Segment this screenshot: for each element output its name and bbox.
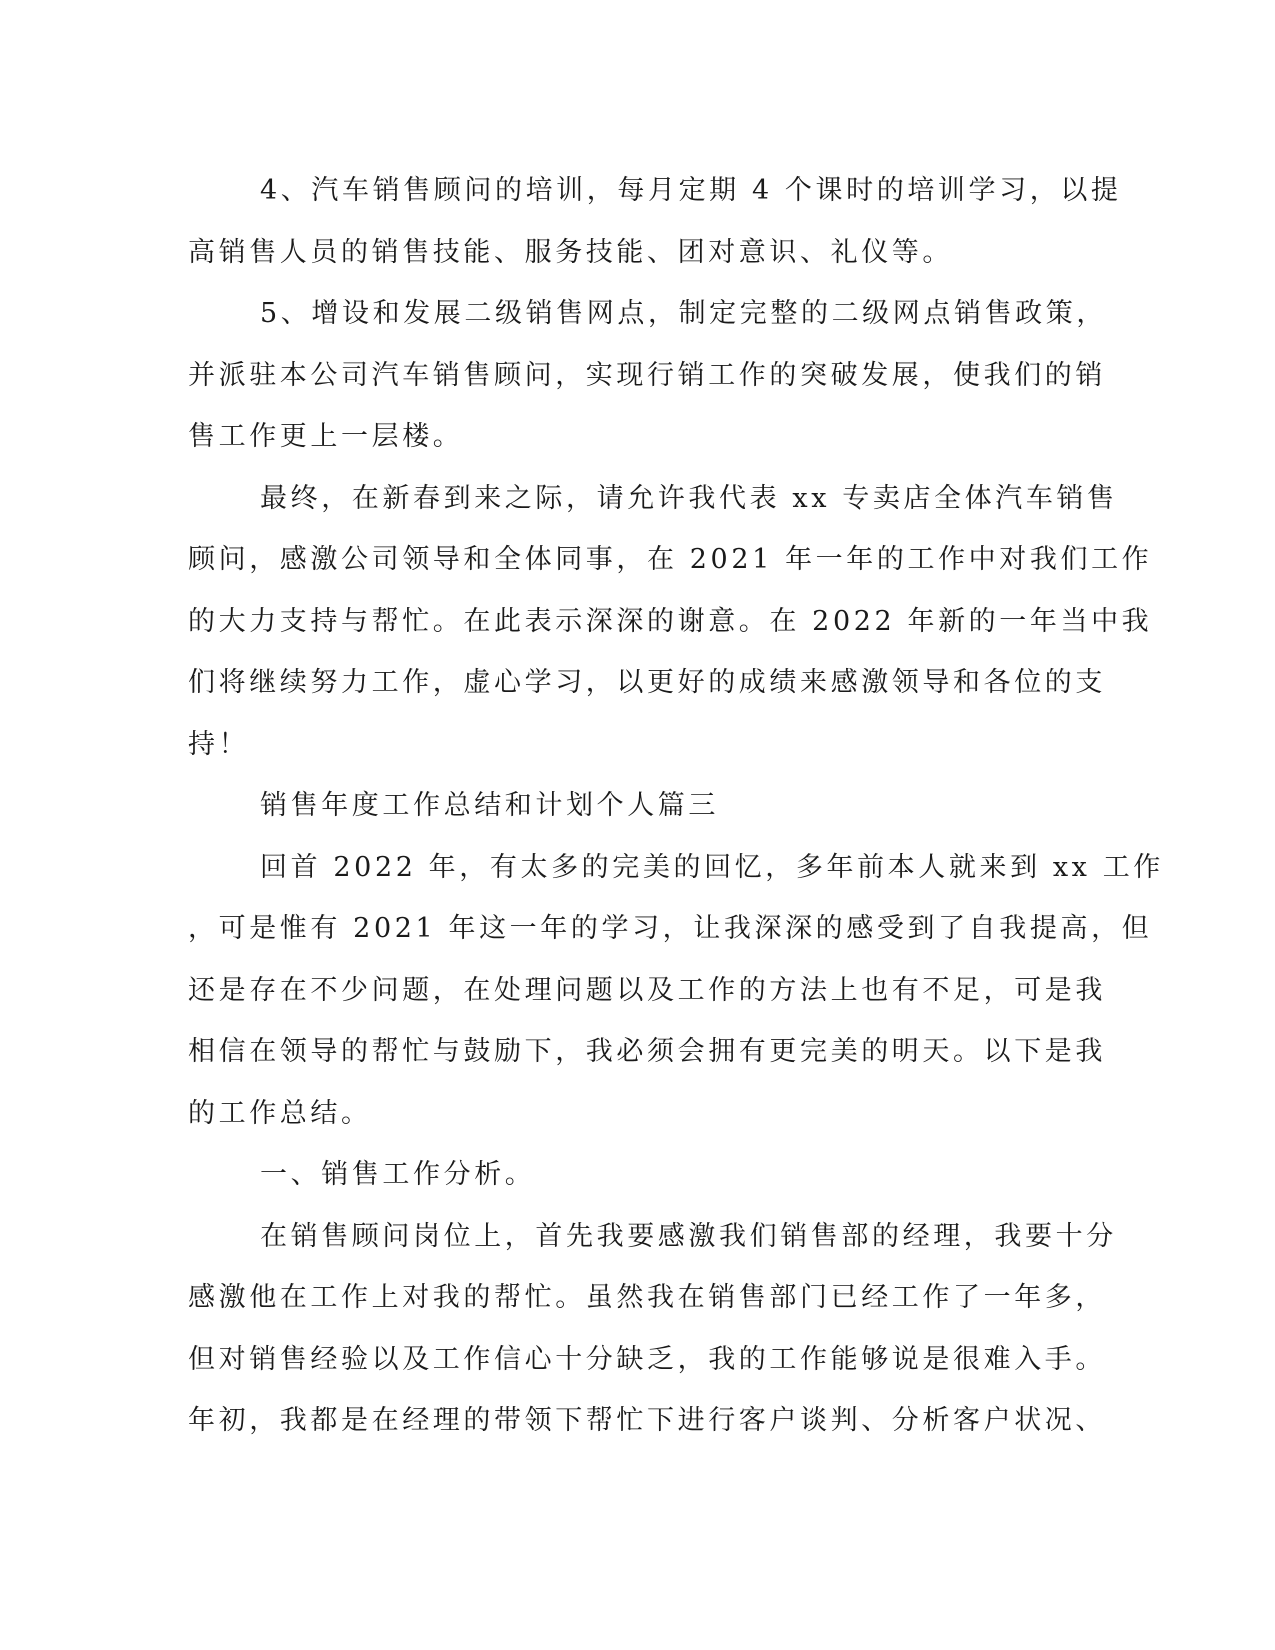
section-heading: 一、销售工作分析。 bbox=[260, 1159, 536, 1190]
text-line: 回首 2022 年，有太多的完美的回忆，多年前本人就来到 xx 工作 bbox=[260, 851, 1164, 883]
text-line: 5、增设和发展二级销售网点，制定完整的二级网点销售政策， bbox=[260, 298, 1107, 329]
text-line: 感激他在工作上对我的帮忙。虽然我在销售部门已经工作了一年多， bbox=[188, 1282, 1106, 1313]
text-line: 们将继续努力工作，虚心学习，以更好的成绩来感激领导和各位的支 bbox=[188, 667, 1106, 698]
text-line: 顾问，感激公司领导和全体同事，在 2021 年一年的工作中对我们工作 bbox=[188, 544, 1153, 575]
text-line: 售工作更上一层楼。 bbox=[188, 421, 464, 452]
text-line: ，可是惟有 2021 年这一年的学习，让我深深的感受到了自我提高，但 bbox=[188, 913, 1153, 944]
text-line: 相信在领导的帮忙与鼓励下，我必须会拥有更完美的明天。以下是我 bbox=[188, 1036, 1106, 1067]
text-line: 的工作总结。 bbox=[188, 1097, 372, 1129]
text-line: 最终，在新春到来之际，请允许我代表 xx 专卖店全体汽车销售 bbox=[260, 482, 1118, 514]
text-line: 的大力支持与帮忙。在此表示深深的谢意。在 2022 年新的一年当中我 bbox=[188, 605, 1153, 637]
text-line: 并派驻本公司汽车销售顾问，实现行销工作的突破发展，使我们的销 bbox=[188, 359, 1106, 391]
text-line: 但对销售经验以及工作信心十分缺乏，我的工作能够说是很难入手。 bbox=[188, 1343, 1106, 1375]
text-line: 还是存在不少问题，在处理问题以及工作的方法上也有不足，可是我 bbox=[188, 974, 1106, 1006]
text-line: 在销售顾问岗位上，首先我要感激我们销售部的经理，我要十分 bbox=[260, 1220, 1117, 1252]
section-title: 销售年度工作总结和计划个人篇三 bbox=[260, 790, 719, 821]
text-line: 年初，我都是在经理的带领下帮忙下进行客户谈判、分析客户状况、 bbox=[188, 1405, 1106, 1436]
document-body bbox=[188, 160, 1164, 1452]
text-line: 高销售人员的销售技能、服务技能、团对意识、礼仪等。 bbox=[188, 236, 953, 268]
text-line: 持！ bbox=[188, 728, 250, 760]
text-line: 4、汽车销售顾问的培训，每月定期 4 个课时的培训学习，以提 bbox=[260, 175, 1122, 206]
